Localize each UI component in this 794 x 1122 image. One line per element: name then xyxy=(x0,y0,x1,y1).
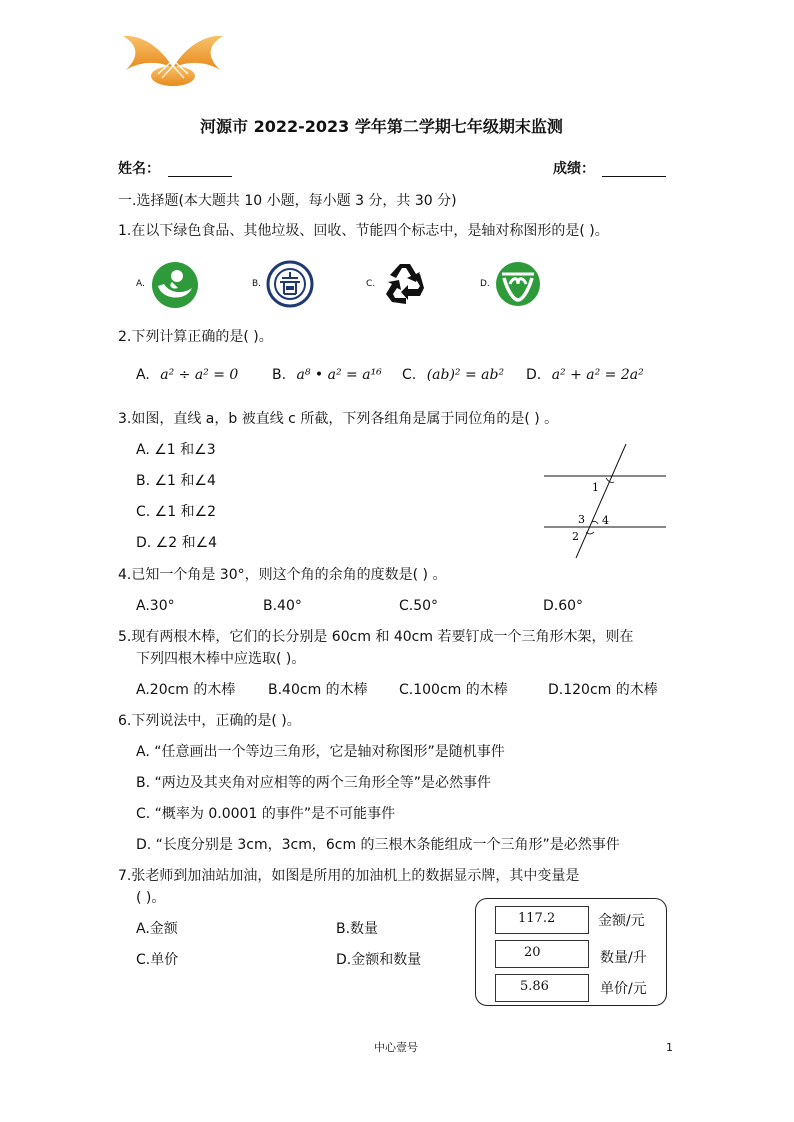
q3-option-d: D. ∠2 和∠4 xyxy=(136,535,218,551)
page-title: 河源市 2022-2023 学年第二学期七年级期末监测 xyxy=(200,117,563,136)
q2-option-b-math: a⁸ • a² = a¹⁶ xyxy=(296,367,382,383)
energy-saving-icon xyxy=(494,260,542,308)
score-label: 成绩： xyxy=(553,161,595,177)
q5-option-c: C.100cm 的木棒 xyxy=(399,682,508,698)
q5-option-d: D.120cm 的木棒 xyxy=(548,682,658,698)
amount-label: 金额/元 xyxy=(598,913,645,929)
q7-option-b: B.数量 xyxy=(336,921,379,937)
volume-value: 20 xyxy=(524,945,541,960)
q6-option-b: B. “两边及其夹角对应相等的两个三角形全等”是必然事件 xyxy=(136,775,492,791)
q2-option-c-letter: C. xyxy=(402,367,417,383)
q5-option-b: B.40cm 的木棒 xyxy=(268,682,368,698)
other-waste-icon xyxy=(266,260,314,308)
q2-option-c-math: (ab)² = ab² xyxy=(426,367,505,383)
publisher-logo-icon xyxy=(118,30,228,90)
q4-option-d: D.60° xyxy=(543,598,584,614)
q4-option-c: C.50° xyxy=(399,598,439,614)
unit-price-label: 单价/元 xyxy=(600,981,647,997)
volume-label: 数量/升 xyxy=(600,950,647,966)
q2-stem: 2.下列计算正确的是( )。 xyxy=(118,329,273,345)
volume-value-box xyxy=(495,940,589,968)
q7-stem-line1: 7.张老师到加油站加油，如图是所用的加油机上的数据显示牌，其中变量是 xyxy=(118,868,580,884)
section-heading: 一.选择题(本大题共 10 小题，每小题 3 分，共 30 分) xyxy=(118,193,457,209)
q1-option-d: D. xyxy=(480,279,490,289)
unit-price-value: 5.86 xyxy=(520,979,549,994)
angle-label-1: 1 xyxy=(592,481,599,494)
recycle-icon xyxy=(380,258,430,308)
parallel-lines-figure xyxy=(540,440,670,565)
q3-option-b: B. ∠1 和∠4 xyxy=(136,473,216,489)
q1-option-c: C. xyxy=(366,279,376,289)
q3-stem: 3.如图，直线 a，b 被直线 c 所截，下列各组角是属于同位角的是( ) 。 xyxy=(118,411,559,427)
q2-option-d-letter: D. xyxy=(526,367,542,383)
angle-label-2: 2 xyxy=(572,530,579,543)
q2-option-b-letter: B. xyxy=(272,367,287,383)
amount-value: 117.2 xyxy=(518,911,556,926)
q1-stem: 1.在以下绿色食品、其他垃圾、回收、节能四个标志中，是轴对称图形的是( )。 xyxy=(118,223,609,239)
q2-option-c xyxy=(402,368,504,382)
name-label: 姓名： xyxy=(118,161,160,177)
q6-option-d: D. “长度分别是 3cm，3cm，6cm 的三根木条能组成一个三角形”是必然事件 xyxy=(136,837,620,853)
q7-option-a: A.金额 xyxy=(136,921,178,937)
q2-option-a-letter: A. xyxy=(136,367,150,383)
q2-option-a xyxy=(136,368,238,382)
q2-option-a-math: a² ÷ a² = 0 xyxy=(160,367,239,383)
score-blank xyxy=(602,166,666,177)
q3-option-c: C. ∠1 和∠2 xyxy=(136,504,217,520)
q1-option-a: A. xyxy=(136,279,145,289)
page-number: 1 xyxy=(666,1041,673,1054)
q6-option-a: A. “任意画出一个等边三角形，它是轴对称图形”是随机事件 xyxy=(136,744,505,760)
q7-option-d: D.金额和数量 xyxy=(336,952,422,968)
q2-option-b xyxy=(272,368,382,382)
q2-option-d-math: a² + a² = 2a² xyxy=(551,367,644,383)
line-c xyxy=(576,444,626,558)
q4-option-a: A.30° xyxy=(136,598,175,614)
angle-label-3: 3 xyxy=(578,513,585,526)
q5-stem-line1: 5.现有两根木棒，它们的长分别是 60cm 和 40cm 若要钉成一个三角形木架，则在 xyxy=(118,629,634,645)
q4-stem: 4.已知一个角是 30°，则这个角的余角的度数是( ) 。 xyxy=(118,567,447,583)
q6-stem: 6.下列说法中，正确的是( )。 xyxy=(118,713,301,729)
green-food-icon xyxy=(150,260,200,310)
angle-label-4: 4 xyxy=(602,514,609,527)
q4-option-b: B.40° xyxy=(263,598,302,614)
q5-stem-line2: 下列四根木棒中应选取( )。 xyxy=(136,651,306,667)
q2-option-d xyxy=(526,368,644,382)
q6-option-c: C. “概率为 0.0001 的事件”是不可能事件 xyxy=(136,806,396,822)
q1-option-b: B. xyxy=(252,279,262,289)
q3-option-a: A. ∠1 和∠3 xyxy=(136,442,216,458)
q7-option-c: C.单价 xyxy=(136,952,179,968)
footer-text: 中心壹号 xyxy=(374,1041,418,1054)
q7-stem-line2: ( )。 xyxy=(136,890,166,906)
q5-option-a: A.20cm 的木棒 xyxy=(136,682,236,698)
name-blank xyxy=(168,166,232,177)
